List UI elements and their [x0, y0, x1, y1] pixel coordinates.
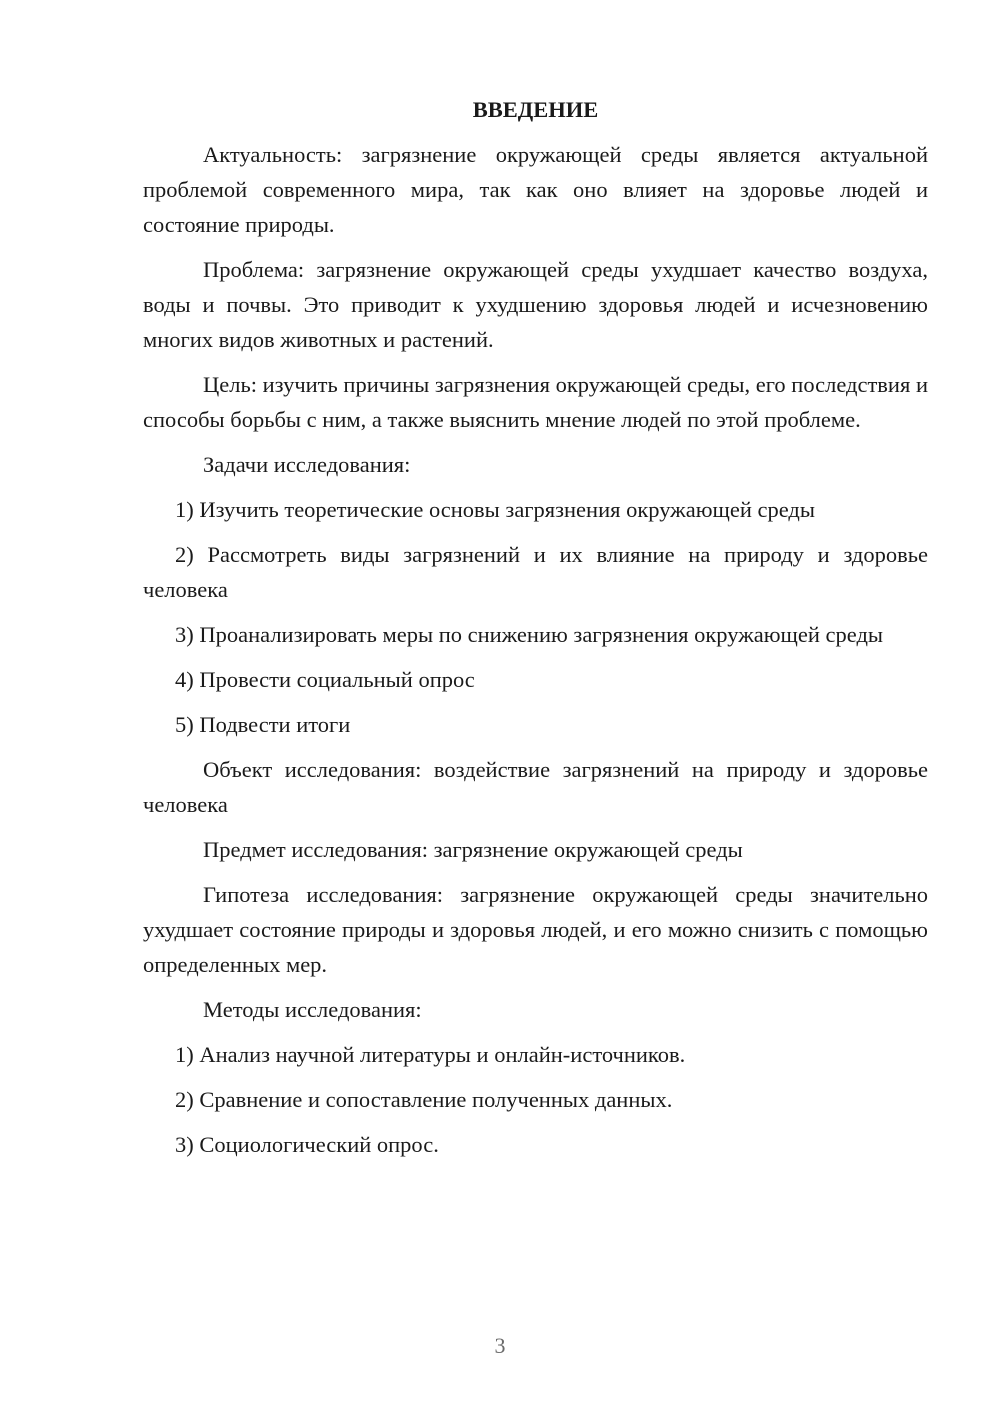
subject-paragraph: Предмет исследования: загрязнение окружающей среды — [203, 837, 743, 862]
document-page — [143, 92, 928, 1172]
page-number: 3 — [494, 1333, 506, 1358]
problem-paragraph: Проблема: загрязнение окружающей среды ухудшает качество воздуха, воды и почвы. Это приводит к ухудшению здоровья людей и исчезновению многих видов животных и растений. — [143, 257, 928, 352]
object-paragraph: Объект исследования: воздействие загрязнений на природу и здоровье человека — [143, 757, 928, 817]
section-title: ВВЕДЕНИЕ — [472, 97, 599, 122]
goal-paragraph: Цель: изучить причины загрязнения окружающей среды, его последствия и способы борьбы с ним, а также выяснить мнение людей по этой проблеме. — [143, 372, 928, 432]
task-item-3: 3) Проанализировать меры по снижению загрязнения окружающей среды — [175, 622, 884, 647]
methods-heading: Методы исследования: — [203, 997, 422, 1022]
task-item-1: 1) Изучить теоретические основы загрязнения окружающей среды — [175, 497, 815, 522]
method-item-2: 2) Сравнение и сопоставление полученных данных. — [175, 1087, 673, 1112]
task-item-2: 2) Рассмотреть виды загрязнений и их влияние на природу и здоровье человека — [143, 542, 928, 602]
method-item-3: 3) Социологический опрос. — [175, 1132, 439, 1157]
hypothesis-paragraph: Гипотеза исследования: загрязнение окружающей среды значительно ухудшает состояние природы и здоровья людей, и его можно снизить с помощью определенных мер. — [143, 882, 928, 977]
relevance-paragraph: Актуальность: загрязнение окружающей среды является актуальной проблемой современного мира, так как оно влияет на здоровье людей и состояние природы. — [143, 142, 928, 237]
tasks-heading: Задачи исследования: — [203, 452, 411, 477]
method-item-1: 1) Анализ научной литературы и онлайн-источников. — [175, 1042, 686, 1067]
task-item-5: 5) Подвести итоги — [175, 712, 351, 737]
task-item-4: 4) Провести социальный опрос — [175, 667, 475, 692]
